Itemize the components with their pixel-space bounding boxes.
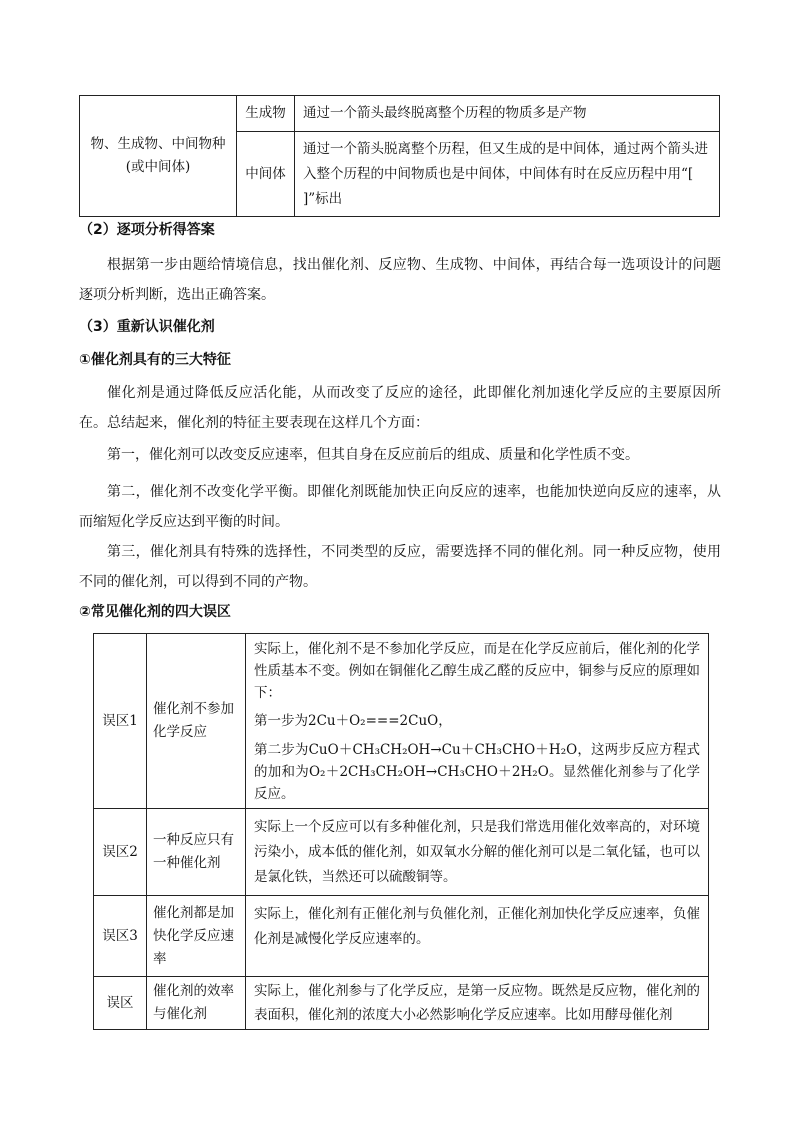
subsection-heading: ①催化剂具有的三大特征 bbox=[79, 352, 231, 368]
misconception-id: 误区1 bbox=[94, 634, 147, 809]
misconception-id: 误区 bbox=[94, 977, 147, 1030]
paragraph: 第三，催化剂具有特殊的选择性，不同类型的反应，需要选择不同的催化剂。同一种反应物，使用不同的催化剂，可以得到不同的产物。 bbox=[79, 544, 721, 590]
misconception-body: 实际上，催化剂不是不参加化学反应，而是在化学反应前后，催化剂的化学性质基本不变。例如在铜催化乙醇生成乙醛的反应中，铜参与反应的原理如下： bbox=[254, 640, 700, 701]
misconception-title: 一种反应只有一种催化剂 bbox=[147, 809, 246, 896]
misconceptions-table bbox=[93, 633, 709, 1030]
table-row bbox=[94, 977, 709, 1030]
paragraph: 第二，催化剂不改变化学平衡。即催化剂既能加快正向反应的速率，也能加快逆向反应的速率，从而缩短化学反应达到平衡的时间。 bbox=[79, 484, 721, 530]
table-row bbox=[94, 634, 709, 809]
misconception-id: 误区2 bbox=[94, 809, 147, 896]
misconception-title: 催化剂都是加快化学反应速率 bbox=[147, 896, 246, 977]
paragraph: 催化剂是通过降低反应活化能，从而改变了反应的途径，此即催化剂加速化学反应的主要原因所在。总结起来，催化剂的特征主要表现在这样几个方面： bbox=[79, 385, 721, 431]
misconception-text: 实际上一个反应可以有多种催化剂，只是我们常选用催化效率高的，对环境污染小，成本低的催化剂，如双氧水分解的催化剂可以是二氧化锰，也可以是氯化铁，当然还可以硫酸铜等。 bbox=[246, 809, 709, 896]
label-cell: 中间体 bbox=[237, 132, 295, 217]
reaction-step-1: 第一步为2Cu＋O₂===2CuO， bbox=[254, 712, 452, 729]
misconception-text bbox=[246, 634, 709, 809]
misconception-text: 实际上，催化剂有正催化剂与负催化剂，正催化剂加快化学反应速率，负催化剂是减慢化学反应速率的。 bbox=[246, 896, 709, 977]
table-row bbox=[94, 896, 709, 977]
paragraph: 根据第一步由题给情境信息，找出催化剂、反应物、生成物、中间体，再结合每一选项设计的问题逐项分析判断，选出正确答案。 bbox=[79, 257, 721, 303]
misconception-title: 催化剂不参加化学反应 bbox=[147, 634, 246, 809]
label-cell: 生成物 bbox=[237, 96, 295, 132]
text-cell: 通过一个箭头脱离整个历程，但又生成的是中间体，通过两个箭头进入整个历程的中间物质也是中间体，中间体有时在反应历程中用“[ ]”标出 bbox=[295, 132, 720, 217]
misconception-id: 误区3 bbox=[94, 896, 147, 977]
paragraph: 第一，催化剂可以改变反应速率，但其自身在反应前后的组成、质量和化学性质不变。 bbox=[107, 447, 639, 463]
section-heading: （3）重新认识催化剂 bbox=[79, 319, 215, 335]
table-row bbox=[80, 96, 720, 132]
misconception-title: 催化剂的效率与催化剂 bbox=[147, 977, 246, 1030]
table-row bbox=[94, 809, 709, 896]
section-heading: （2）逐项分析得答案 bbox=[79, 222, 215, 238]
intermediate-definition-table bbox=[79, 95, 720, 217]
subsection-heading: ②常见催化剂的四大误区 bbox=[79, 604, 231, 620]
row-header-cell: 物、生成物、中间物种(或中间体) bbox=[80, 96, 237, 217]
misconception-text: 实际上，催化剂参与了化学反应，是第一反应物。既然是反应物，催化剂的表面积，催化剂的浓度大小必然影响化学反应速率。比如用酵母催化剂 bbox=[246, 977, 709, 1030]
text-cell: 通过一个箭头最终脱离整个历程的物质多是产物 bbox=[295, 96, 720, 132]
reaction-step-2: 第二步为CuO＋CH₃CH₂OH→Cu＋CH₃CHO＋H₂O，这两步反应方程式的加和为O₂＋2CH₃CH₂OH→CH₃CHO＋2H₂O。显然催化剂参与了化学反应。 bbox=[254, 741, 700, 802]
